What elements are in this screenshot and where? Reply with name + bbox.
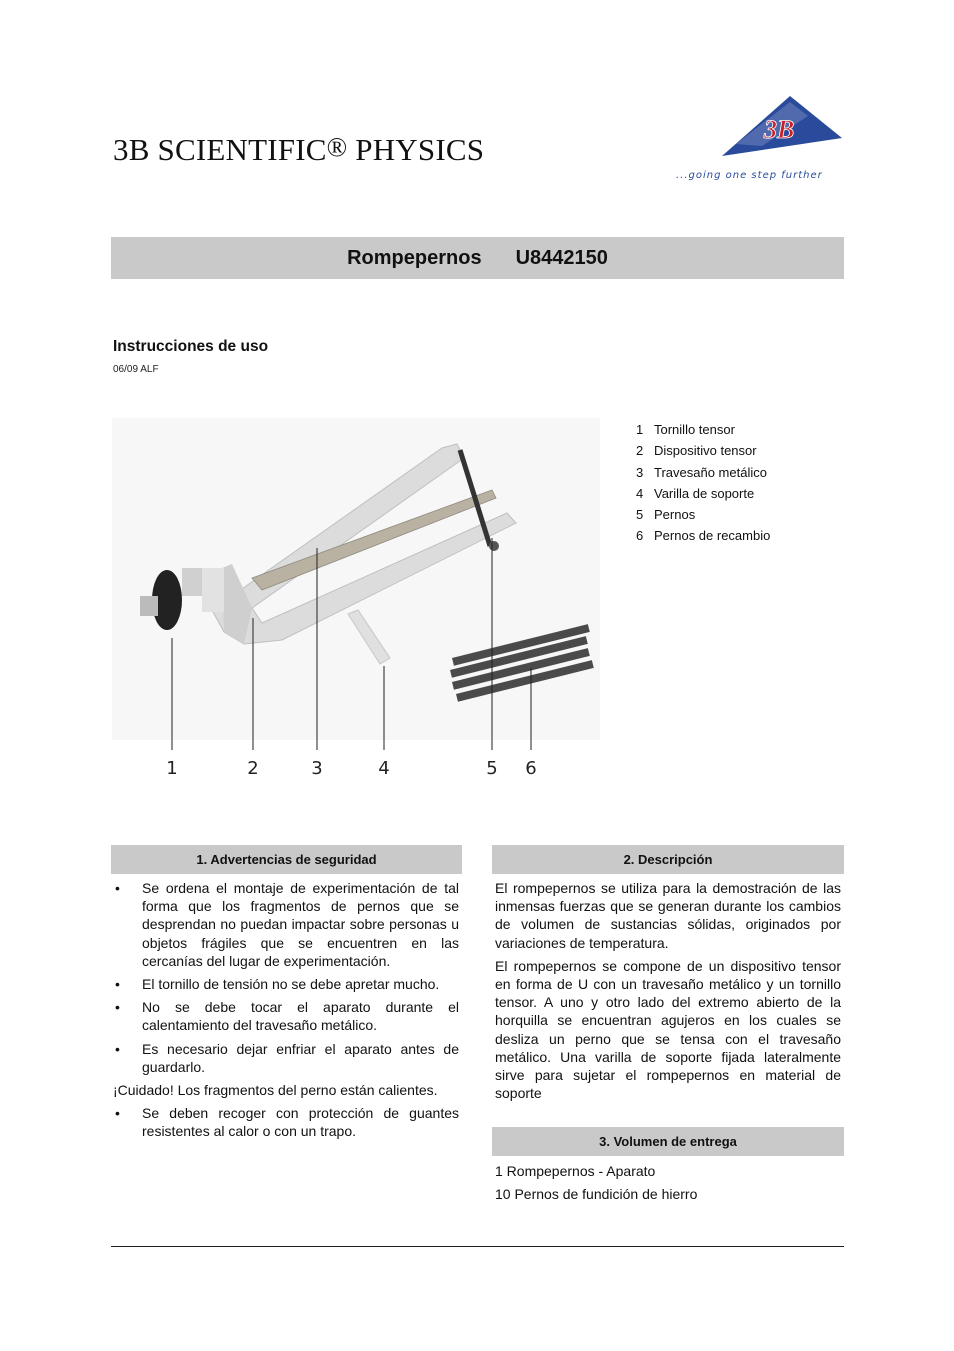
legend-num: 2 xyxy=(636,443,644,459)
list-item: • Se deben recoger con protección de guantes resistentes al calor o con un trapo. xyxy=(115,1105,459,1140)
product-title-bar xyxy=(111,237,844,279)
section-description-heading: 2. Descripción xyxy=(492,845,844,874)
legend-item xyxy=(636,483,770,504)
product-name: Rompepernos xyxy=(347,246,482,269)
legend-item xyxy=(636,462,770,483)
legend-num: 5 xyxy=(636,507,644,523)
bullet-text: Es necesario dejar enfriar el aparato antes de guardarlo. xyxy=(142,1040,459,1075)
section-delivery-heading: 3. Volumen de entrega xyxy=(492,1127,844,1156)
brand-name: 3B SCIENTIFIC xyxy=(113,132,327,167)
callout-4: 4 xyxy=(378,758,390,779)
legend-label: Travesaño metálico xyxy=(654,464,767,480)
legend-item xyxy=(636,440,770,461)
bullet-text: El tornillo de tensión no se debe apretar mucho. xyxy=(142,976,440,993)
logo-text: 3B xyxy=(764,115,795,144)
3b-logo xyxy=(672,92,847,184)
instructions-heading: Instrucciones de uso xyxy=(113,338,269,355)
section-delivery-body xyxy=(495,1162,841,1208)
delivery-item: 1 Rompepernos - Aparato xyxy=(495,1163,656,1179)
list-item: • No se debe tocar el aparato durante el calentamiento del travesaño metálico. xyxy=(115,999,459,1034)
legend-item xyxy=(636,504,770,525)
logo-tagline: ...going one step further xyxy=(676,170,823,181)
legend-label: Varilla de soporte xyxy=(654,485,755,501)
footer-rule xyxy=(111,1246,844,1247)
list-item: • Se ordena el montaje de experimentación de tal forma que los fragmentos de pernos que se desprendan no puedan impactar sobre personas u objetos frágiles que se encuentren en las cercanías del lugar de experimentación. xyxy=(115,880,459,969)
warning-text: ¡Cuidado! Los fragmentos del perno están calientes. xyxy=(113,1082,438,1099)
legend-label: Dispositivo tensor xyxy=(654,443,757,459)
legend-item xyxy=(636,419,770,440)
delivery-item: 10 Pernos de fundición de hierro xyxy=(495,1186,698,1203)
list-item: • El tornillo de tensión no se debe apretar mucho. xyxy=(113,975,459,993)
legend-num: 1 xyxy=(636,422,644,437)
list-item: • Es necesario dejar enfriar el aparato antes de guardarlo. xyxy=(115,1040,459,1075)
legend-num: 6 xyxy=(636,528,644,544)
callout-3: 3 xyxy=(311,758,323,779)
bullet-text: No se debe tocar el aparato durante el calentamiento del travesaño metálico. xyxy=(142,999,459,1034)
document-date: 06/09 ALF xyxy=(113,364,159,375)
product-photo xyxy=(112,418,600,798)
callout-5: 5 xyxy=(486,758,498,779)
registered-mark: ® xyxy=(326,132,348,162)
description-paragraph: El rompepernos se utiliza para la demostración de las inmensas fuerzas que se generan durante los cambios de volumen de sustancias sólidas, originados por variaciones de temperatura. xyxy=(495,880,841,951)
section-description-body xyxy=(495,879,841,1107)
brand-title xyxy=(113,132,484,168)
callout-6: 6 xyxy=(525,758,537,779)
parts-legend xyxy=(636,419,770,547)
description-paragraph: El rompepernos se compone de un dispositivo tensor en forma de U con un travesaño metálico y un tornillo tensor. A uno y otro lado del extremo abierto de la horquilla se encuentran agujeros en los cuales se desliza un perno que se tensa con el travesaño metálico. Una varilla de soporte fijada lateralmente sirve para sujetar el rompepernos en material de soporte xyxy=(495,957,841,1102)
bullet-text: Se deben recoger con protección de guantes resistentes al calor o con un trapo. xyxy=(142,1105,459,1140)
legend-label: Tornillo tensor xyxy=(654,422,735,437)
callout-1: 1 xyxy=(166,758,178,779)
legend-num: 3 xyxy=(636,464,644,480)
legend-num: 4 xyxy=(636,485,644,501)
legend-item xyxy=(636,525,770,546)
product-code: U8442150 xyxy=(515,246,608,269)
callout-2: 2 xyxy=(247,758,259,779)
bullet-text: Se ordena el montaje de experimentación de tal forma que los fragmentos de pernos que se desprendan no puedan impactar sobre personas u objetos frágiles que se encuentren en las cercanías del lugar de experimentación. xyxy=(142,880,459,969)
section-safety-heading: 1. Advertencias de seguridad xyxy=(111,845,462,874)
legend-label: Pernos xyxy=(654,507,696,523)
brand-suffix: PHYSICS xyxy=(355,132,485,167)
legend-label: Pernos de recambio xyxy=(654,528,771,544)
section-safety-body xyxy=(113,879,459,1146)
